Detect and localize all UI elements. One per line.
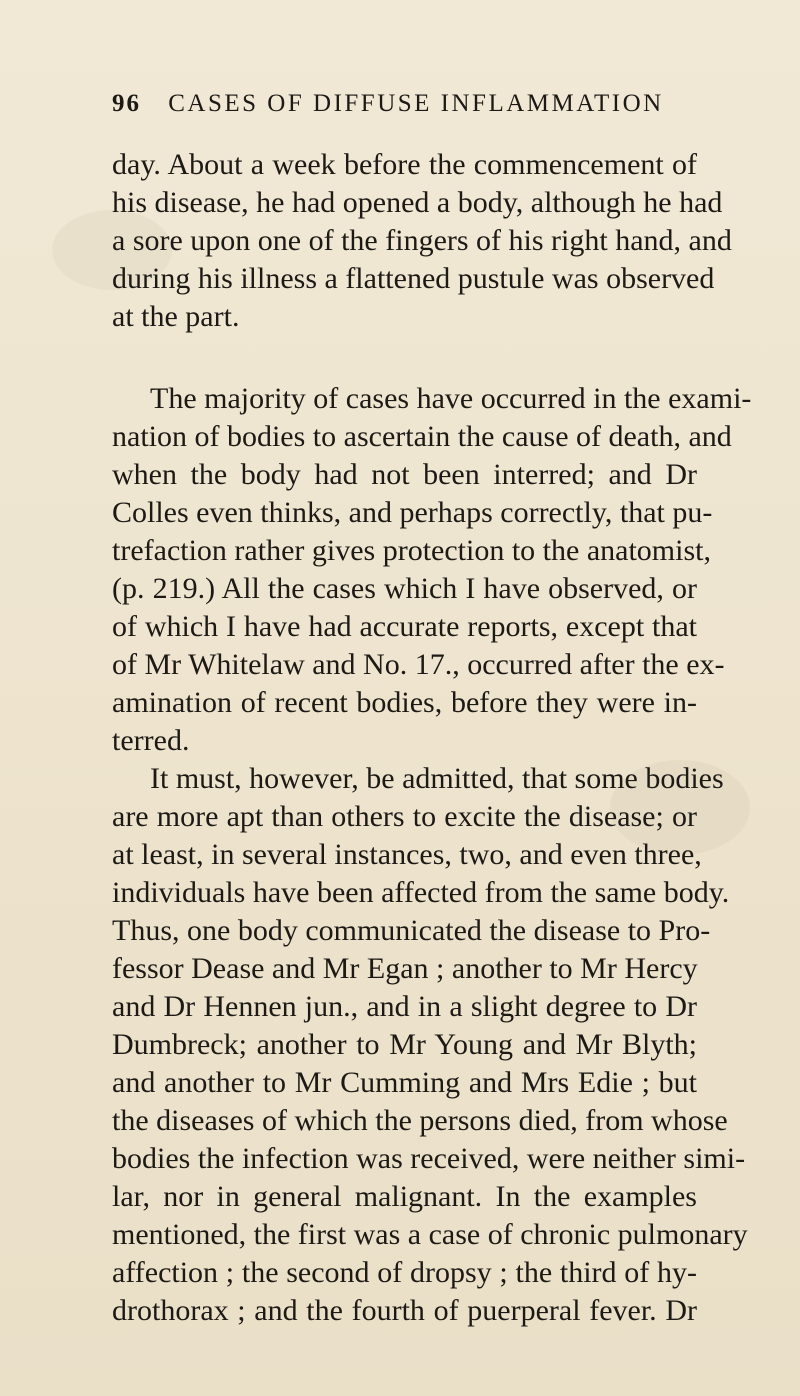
text-line: Colles even thinks, and perhaps correctly, that pu-	[112, 496, 713, 529]
page-number: 96	[112, 90, 141, 117]
text-line: nation of bodies to ascertain the cause of death, and	[112, 420, 732, 453]
text-line: day. About a week before the commencement of	[112, 148, 697, 181]
text-line: The majority of cases have occurred in the exami-	[150, 382, 752, 415]
body-text	[112, 146, 752, 1330]
text-line: during his illness a flattened pustule was observed	[112, 262, 715, 295]
text-line: drothorax ; and the fourth of puerperal fever. Dr	[112, 1294, 697, 1327]
text-line: affection ; the second of dropsy ; the third of hy-	[112, 1256, 697, 1289]
text-line: of Mr Whitelaw and No. 17., occurred after the ex-	[112, 648, 725, 681]
text-line: It must, however, be admitted, that some bodies	[150, 762, 724, 795]
text-line: and Dr Hennen jun., and in a slight degree to Dr	[112, 990, 697, 1023]
text-line: trefaction rather gives protection to the anatomist,	[112, 534, 711, 567]
text-line: Thus, one body communicated the disease to Pro-	[112, 914, 711, 947]
text-line: amination of recent bodies, before they were in-	[112, 686, 697, 719]
page-header	[112, 90, 712, 120]
paragraph	[112, 760, 748, 1330]
text-line: his disease, he had opened a body, although he had	[112, 186, 723, 219]
text-line: bodies the infection was received, were neither simi-	[112, 1142, 746, 1175]
text-line: Dumbreck; another to Mr Young and Mr Blyth;	[112, 1028, 697, 1061]
paragraph-gap	[112, 336, 697, 380]
text-line: individuals have been affected from the same body.	[112, 876, 730, 909]
paragraph	[112, 146, 732, 336]
paragraph	[112, 380, 752, 760]
text-line: and another to Mr Cumming and Mrs Edie ; but	[112, 1066, 697, 1099]
text-line: at the part.	[112, 300, 240, 333]
text-line: mentioned, the first was a case of chronic pulmonary	[112, 1218, 748, 1251]
running-head: CASES OF DIFFUSE INFLAMMATION	[168, 90, 664, 117]
text-line: at least, in several instances, two, and even three,	[112, 838, 702, 871]
text-line: of which I have had accurate reports, except that	[112, 610, 697, 643]
text-line: a sore upon one of the fingers of his right hand, and	[112, 224, 732, 257]
text-line: fessor Dease and Mr Egan ; another to Mr Hercy	[112, 952, 698, 985]
text-line: lar, nor in general malignant. In the examples	[112, 1180, 697, 1213]
text-line: terred.	[112, 724, 190, 757]
text-line: the diseases of which the persons died, from whose	[112, 1104, 728, 1137]
text-line: are more apt than others to excite the disease; or	[112, 800, 697, 833]
text-line: (p. 219.) All the cases which I have observed, or	[112, 572, 697, 605]
text-line: when the body had not been interred; and Dr	[112, 458, 697, 491]
